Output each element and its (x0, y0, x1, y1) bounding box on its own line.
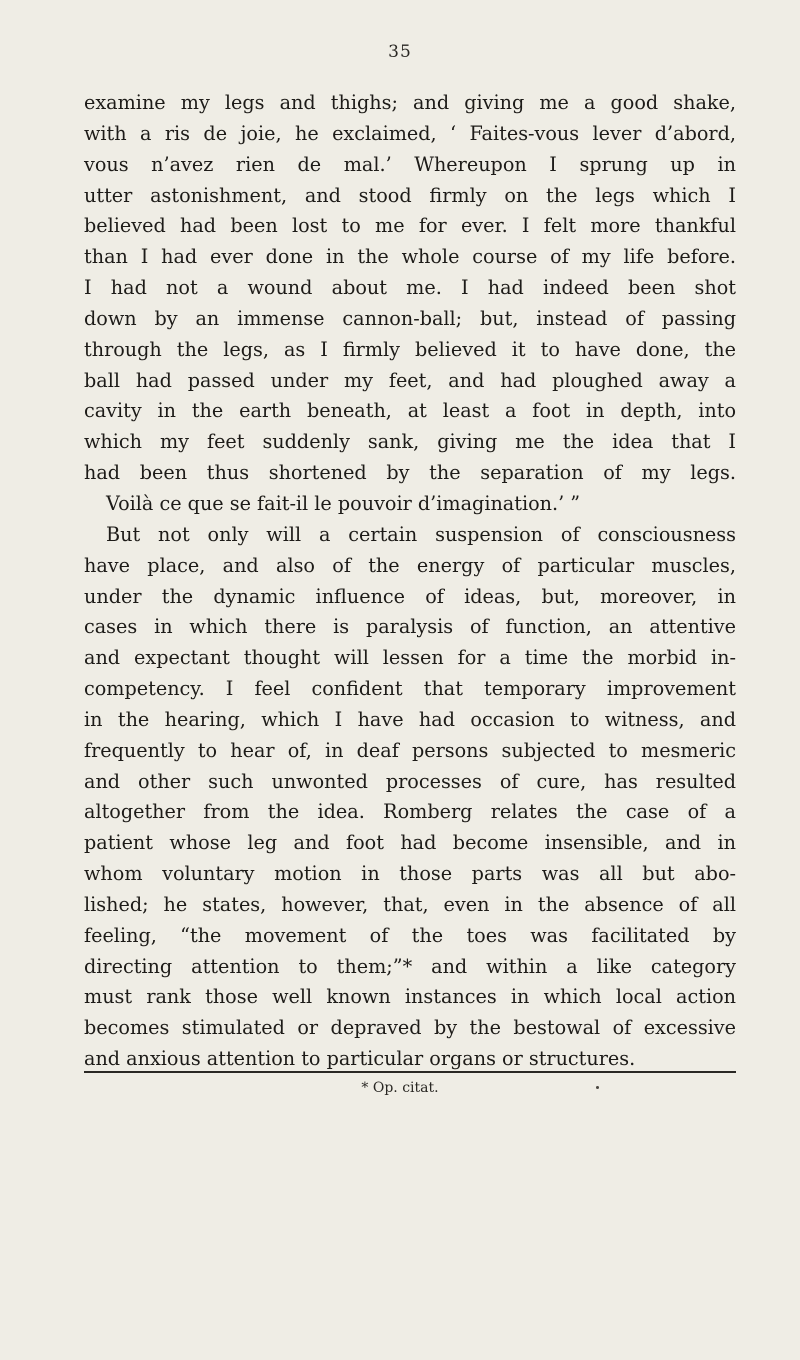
text-line: altogether from the idea. Romberg relates the case of a (84, 800, 736, 824)
text-line: competency. I feel confident that temporary improvement (84, 677, 736, 701)
text-line: under the dynamic influence of ideas, but, moreover, in (84, 584, 736, 608)
text-line: had been thus shortened by the separation of my legs. (84, 461, 736, 485)
text-line: utter astonishment, and stood firmly on the legs which I (84, 183, 736, 207)
body-text (84, 88, 736, 1075)
page-number: 35 (388, 42, 412, 62)
text-line: with a ris de joie, he exclaimed, ‘ Faites-vous lever d’abord, (84, 121, 736, 145)
text-line: cases in which there is paralysis of function, an attentive (84, 615, 736, 639)
text-line: directing attention to them;”* and within a like category (84, 954, 736, 978)
text-line: believed had been lost to me for ever. I felt more thankful (84, 214, 736, 238)
text-line: frequently to hear of, in deaf persons subjected to mesmeric (84, 738, 736, 762)
text-line: and anxious attention to particular organs or structures. (84, 1047, 636, 1071)
text-line: in the hearing, which I have had occasion to witness, and (84, 707, 736, 731)
ink-speck (596, 1086, 599, 1089)
text-line: which my feet suddenly sank, giving me the idea that I (84, 430, 736, 454)
text-line: and other such unwonted processes of cure, has resulted (84, 769, 736, 793)
text-line: whom voluntary motion in those parts was all but abo- (84, 862, 736, 886)
text-line: lished; he states, however, that, even in the absence of all (84, 892, 736, 916)
text-line: down by an immense cannon-ball; but, instead of passing (84, 306, 736, 330)
text-line: and expectant thought will lessen for a time the morbid in- (84, 646, 736, 670)
text-line: through the legs, as I firmly believed it to have done, the (84, 337, 736, 361)
text-line: Voilà ce que se fait-il le pouvoir d’imagination.’ ” (106, 491, 581, 515)
text-line: cavity in the earth beneath, at least a foot in depth, into (84, 399, 736, 423)
paragraph-start-line: But not only will a certain suspension of consciousness (106, 522, 736, 546)
text-line: ball had passed under my feet, and had ploughed away a (84, 368, 736, 392)
text-line: I had not a wound about me. I had indeed been shot (84, 276, 736, 300)
footnote: * Op. citat. (361, 1080, 439, 1096)
text-line: have place, and also of the energy of particular muscles, (84, 553, 736, 577)
text-line: patient whose leg and foot had become insensible, and in (84, 831, 736, 855)
text-line: must rank those well known instances in which local action (84, 985, 736, 1009)
text-line: vous n’avez rien de mal.’ Whereupon I sprung up in (84, 152, 736, 176)
text-line: examine my legs and thighs; and giving me a good shake, (84, 91, 736, 114)
text-line: than I had ever done in the whole course of my life before. (84, 245, 736, 269)
text-line: feeling, “the movement of the toes was facilitated by (84, 923, 736, 947)
footnote-divider (84, 1071, 736, 1073)
text-line: becomes stimulated or depraved by the bestowal of excessive (84, 1016, 736, 1040)
